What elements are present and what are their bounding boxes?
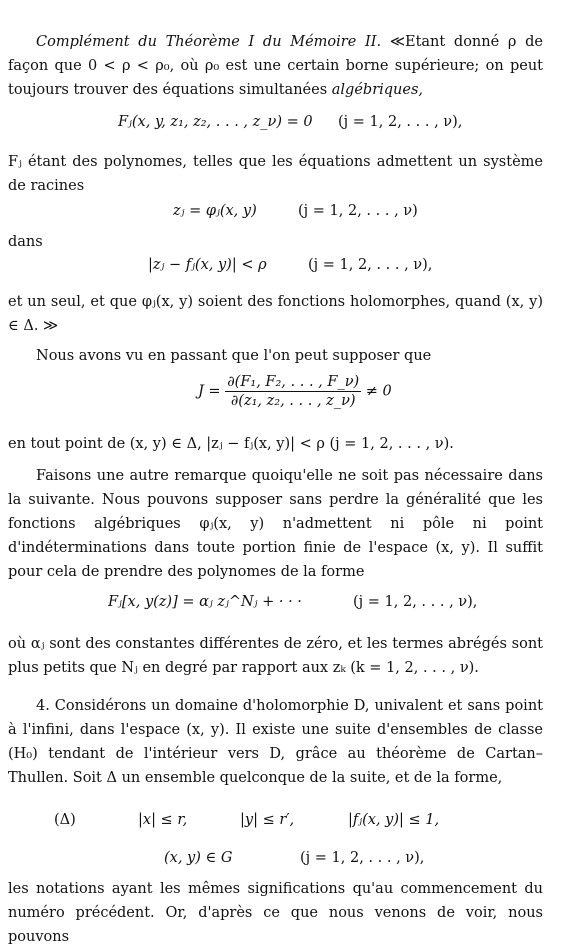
delta-condition-f: |fⱼ(x, y)| ≤ 1,: [348, 812, 440, 828]
paragraph-4: et un seul, et que φⱼ(x, y) soient des fonctions holomorphes, quand (x, y) ∈ Δ. ≫: [8, 294, 543, 334]
paragraph-8: où αⱼ sont des constantes différentes de zéro, et les termes abrégés sont plus petits que Nⱼ en degré par rapport aux zₖ (k = 1, 2, . . . , ν).: [8, 636, 543, 676]
equation-4-fraction: [225, 374, 361, 409]
paragraph-7: Faisons une autre remarque quoiqu'elle ne soit pas nécessaire dans la suivante. Nous pouvons supposer sans perdre la généralité que les fonctions algébriques φⱼ(x, y) n'admettent ni pôle ni point d'indéterminations dans toute portion finie de l'espace (x, y). Il suffit pour cela de prendre des polynomes de la forme: [8, 468, 543, 580]
equation-1-condition: (j = 1, 2, . . . , ν),: [338, 114, 463, 130]
paragraph-complement: [8, 30, 543, 102]
equation-2-condition: (j = 1, 2, . . . , ν): [298, 203, 418, 219]
delta-condition-x: |x| ≤ r,: [138, 812, 188, 828]
equation-4: [198, 374, 392, 409]
equation-5-condition: (j = 1, 2, . . . , ν),: [353, 594, 478, 610]
paragraph-1-italic: algébriques,: [331, 82, 424, 98]
equation-4-denominator: ∂(z₁, z₂, . . . , z_ν): [230, 393, 356, 409]
equation-3-condition: (j = 1, 2, . . . , ν),: [308, 257, 433, 273]
paragraph-2: Fⱼ étant des polynomes, telles que les équations admettent un système de racines: [8, 154, 543, 194]
paragraph-10: les notations ayant les mêmes significations qu'au commencement du numéro précédent. Or, d'après ce que nous venons de voir, nous pouvons: [8, 881, 543, 945]
equation-4-numerator: ∂(F₁, F₂, . . . , F_ν): [227, 374, 360, 390]
delta-condition-g: (x, y) ∈ G: [164, 850, 233, 866]
paragraph-9: 4. Considérons un domaine d'holomorphie D, univalent et sans point à l'infini, dans l'espace (x, y). Il existe une suite d'ensembles de classe (H₀) tendant de l'intérieur vers D, grâce au théorème de Cartan–Thullen. Soit Δ un ensemble quelconque de la suite, et de la forme,: [8, 698, 543, 786]
equation-2: zⱼ = φⱼ(x, y): [173, 203, 257, 219]
paragraph-1-text: ≪Etant donné ρ de façon que 0 < ρ < ρ₀, où ρ₀ est une certain borne supérieure; on peut toujours trouver des équations simultanées: [8, 34, 544, 98]
paragraph-5: Nous avons vu en passant que l'on peut supposer que: [36, 348, 432, 364]
equation-4-lhs: J =: [198, 383, 221, 400]
delta-condition-j: (j = 1, 2, . . . , ν),: [300, 850, 425, 866]
delta-condition-y: |y| ≤ r′,: [240, 812, 295, 828]
paragraph-3: dans: [8, 234, 43, 250]
equation-4-rhs: ≠ 0: [365, 383, 392, 400]
equation-1: Fⱼ(x, y, z₁, z₂, . . . , z_ν) = 0: [118, 114, 313, 130]
equation-5: Fⱼ[x, y(z)] = αⱼ zⱼ^Nⱼ + · · ·: [108, 594, 302, 610]
delta-label: (Δ): [54, 812, 76, 828]
complement-title: Complément du Théorème I du Mémoire II.: [36, 34, 382, 50]
paragraph-6: en tout point de (x, y) ∈ Δ, |zⱼ − fⱼ(x, y)| < ρ (j = 1, 2, . . . , ν).: [8, 436, 454, 452]
equation-3: |zⱼ − fⱼ(x, y)| < ρ: [148, 257, 267, 273]
